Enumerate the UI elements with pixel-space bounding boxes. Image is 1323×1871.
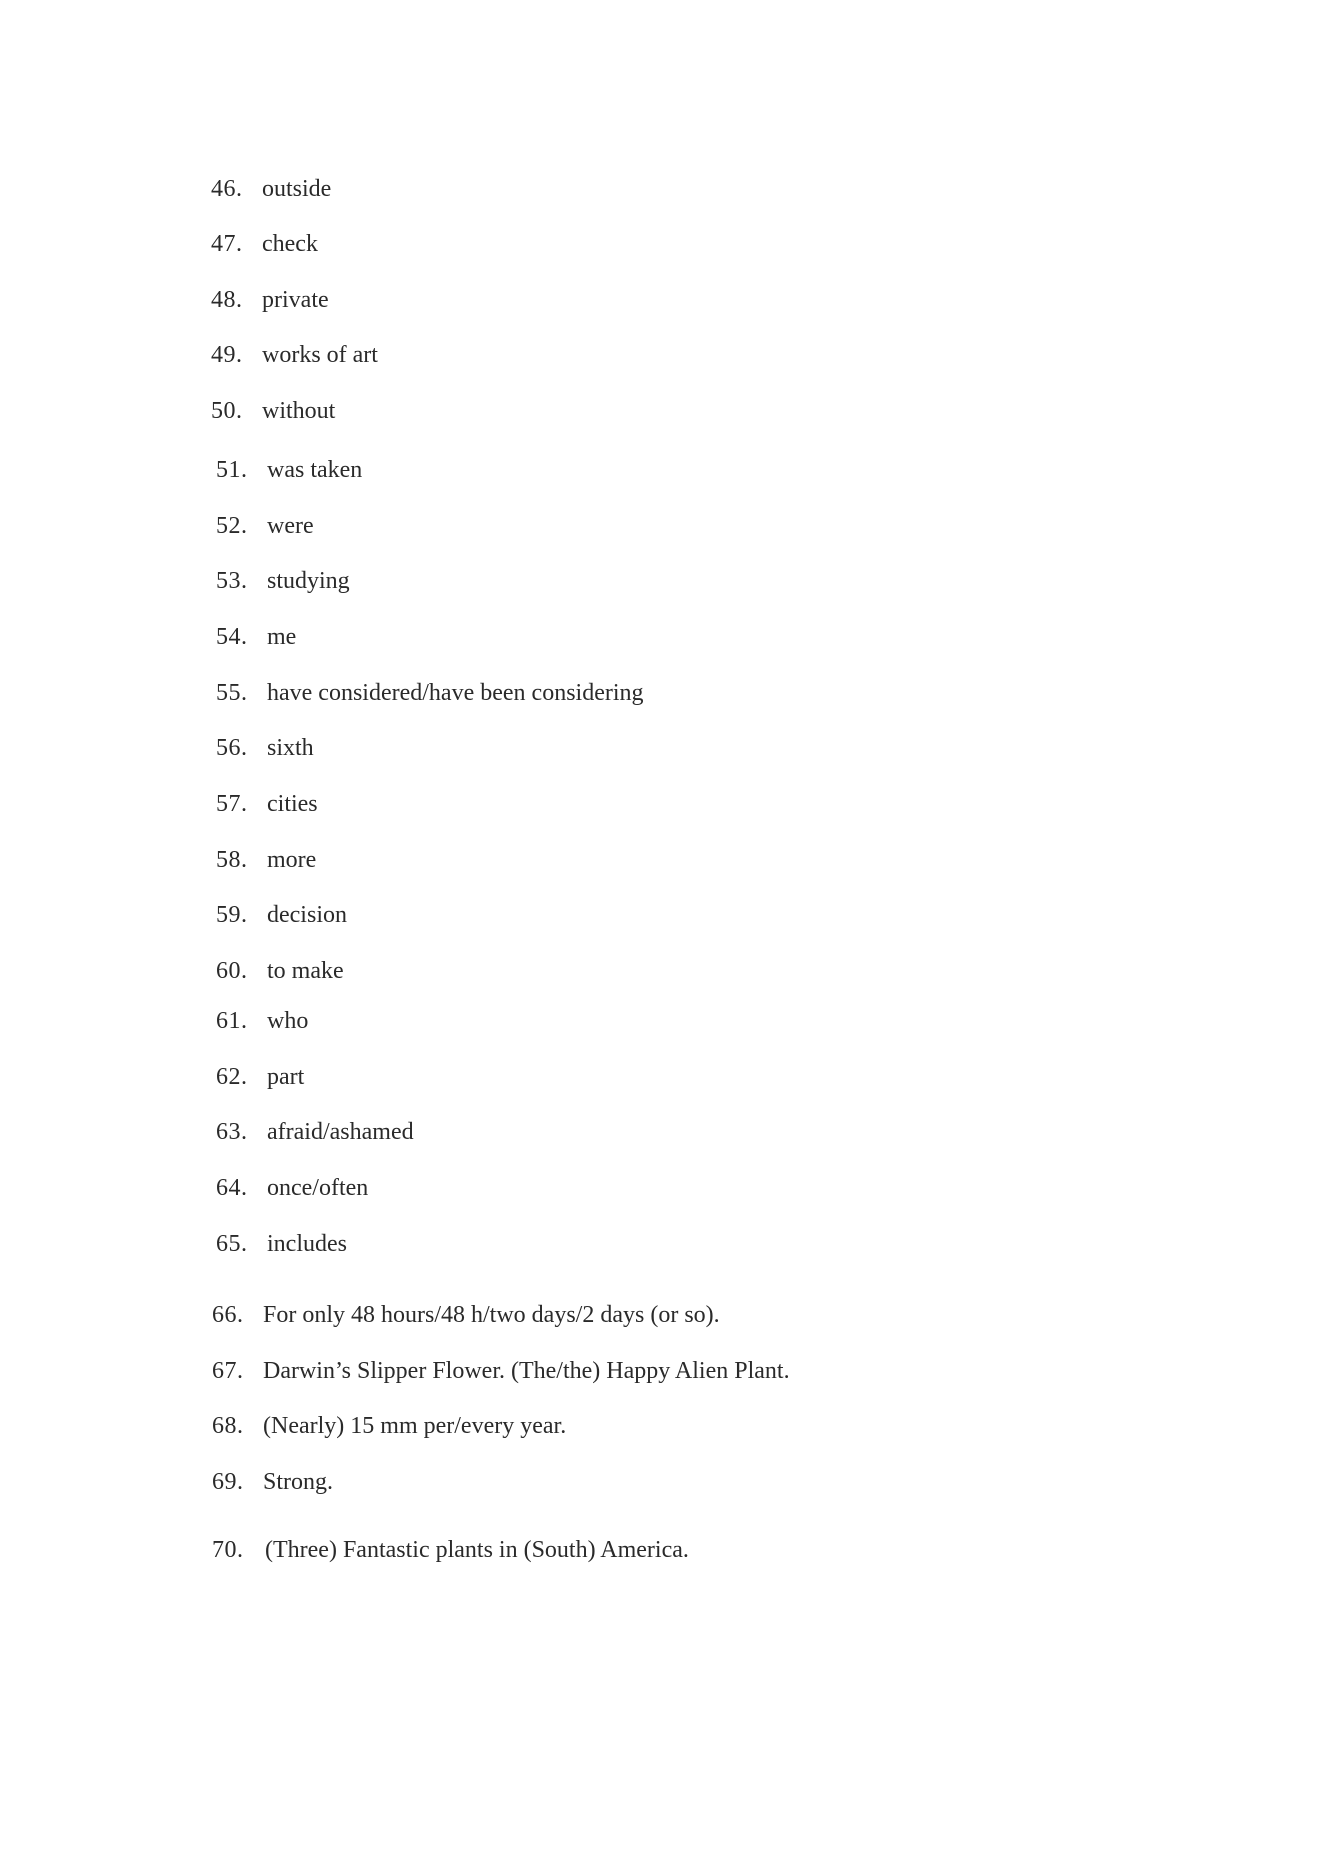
answer-text: to make bbox=[267, 958, 344, 984]
answer-text: works of art bbox=[262, 342, 378, 368]
answer-number: 70. bbox=[212, 1537, 244, 1563]
answer-number: 56. bbox=[216, 735, 248, 761]
answer-text: (Nearly) 15 mm per/every year. bbox=[263, 1413, 567, 1439]
answer-number: 50. bbox=[211, 398, 243, 424]
answer-item bbox=[211, 174, 331, 204]
answer-number: 60. bbox=[216, 958, 248, 984]
answer-item bbox=[211, 340, 378, 370]
answer-item bbox=[216, 678, 644, 708]
answer-text: me bbox=[267, 624, 297, 650]
answer-number: 66. bbox=[212, 1302, 244, 1328]
answer-item bbox=[216, 1062, 304, 1092]
answer-number: 64. bbox=[216, 1175, 248, 1201]
answer-text: without bbox=[262, 398, 336, 424]
answer-number: 61. bbox=[216, 1008, 248, 1034]
answer-number: 47. bbox=[211, 231, 243, 257]
answer-number: 69. bbox=[212, 1469, 244, 1495]
answer-item bbox=[216, 566, 350, 596]
answer-number: 62. bbox=[216, 1064, 248, 1090]
answer-text: more bbox=[267, 847, 317, 873]
answer-number: 67. bbox=[212, 1358, 244, 1384]
answer-text: once/often bbox=[267, 1175, 369, 1201]
answer-number: 54. bbox=[216, 624, 248, 650]
answer-text: part bbox=[267, 1064, 305, 1090]
answer-number: 49. bbox=[211, 342, 243, 368]
answer-item bbox=[216, 511, 314, 541]
answer-text: who bbox=[267, 1008, 309, 1034]
answer-item bbox=[216, 1006, 308, 1036]
answer-text: For only 48 hours/48 h/two days/2 days (or so). bbox=[263, 1302, 720, 1328]
answer-number: 48. bbox=[211, 287, 243, 313]
answer-item bbox=[216, 789, 318, 819]
answer-item bbox=[212, 1467, 333, 1497]
answer-text: includes bbox=[267, 1231, 347, 1257]
answer-number: 58. bbox=[216, 847, 248, 873]
answer-item bbox=[211, 229, 318, 259]
answer-number: 53. bbox=[216, 568, 248, 594]
answer-text: private bbox=[262, 287, 329, 313]
answer-text: outside bbox=[262, 176, 332, 202]
answer-text: have considered/have been considering bbox=[267, 680, 644, 706]
answer-item bbox=[216, 1229, 347, 1259]
answer-item bbox=[216, 1117, 414, 1147]
answer-text: cities bbox=[267, 791, 318, 817]
answer-item bbox=[212, 1356, 790, 1386]
answer-item bbox=[216, 1173, 368, 1203]
answer-item bbox=[216, 956, 344, 986]
answer-item bbox=[216, 622, 296, 652]
answer-number: 59. bbox=[216, 902, 248, 928]
answer-text: Darwin’s Slipper Flower. (The/the) Happy Alien Plant. bbox=[263, 1358, 790, 1384]
answer-item bbox=[211, 285, 329, 315]
answer-number: 68. bbox=[212, 1413, 244, 1439]
answer-text: (Three) Fantastic plants in (South) America. bbox=[265, 1537, 689, 1563]
answer-item bbox=[216, 845, 316, 875]
answer-text: check bbox=[262, 231, 318, 257]
answer-text: studying bbox=[267, 568, 350, 594]
answer-number: 65. bbox=[216, 1231, 248, 1257]
answer-text: sixth bbox=[267, 735, 314, 761]
answer-item bbox=[212, 1535, 689, 1565]
answer-text: decision bbox=[267, 902, 347, 928]
answer-item bbox=[216, 900, 347, 930]
answer-number: 46. bbox=[211, 176, 243, 202]
answer-number: 51. bbox=[216, 457, 248, 483]
answer-item bbox=[216, 733, 314, 763]
answer-number: 55. bbox=[216, 680, 248, 706]
answer-item bbox=[216, 455, 362, 485]
answer-item bbox=[212, 1300, 720, 1330]
answer-item bbox=[212, 1411, 566, 1441]
answer-item bbox=[211, 396, 335, 426]
answer-number: 57. bbox=[216, 791, 248, 817]
answer-number: 63. bbox=[216, 1119, 248, 1145]
answer-text: was taken bbox=[267, 457, 363, 483]
answer-number: 52. bbox=[216, 513, 248, 539]
answer-text: afraid/ashamed bbox=[267, 1119, 414, 1145]
answer-text: Strong. bbox=[263, 1469, 334, 1495]
answer-text: were bbox=[267, 513, 314, 539]
